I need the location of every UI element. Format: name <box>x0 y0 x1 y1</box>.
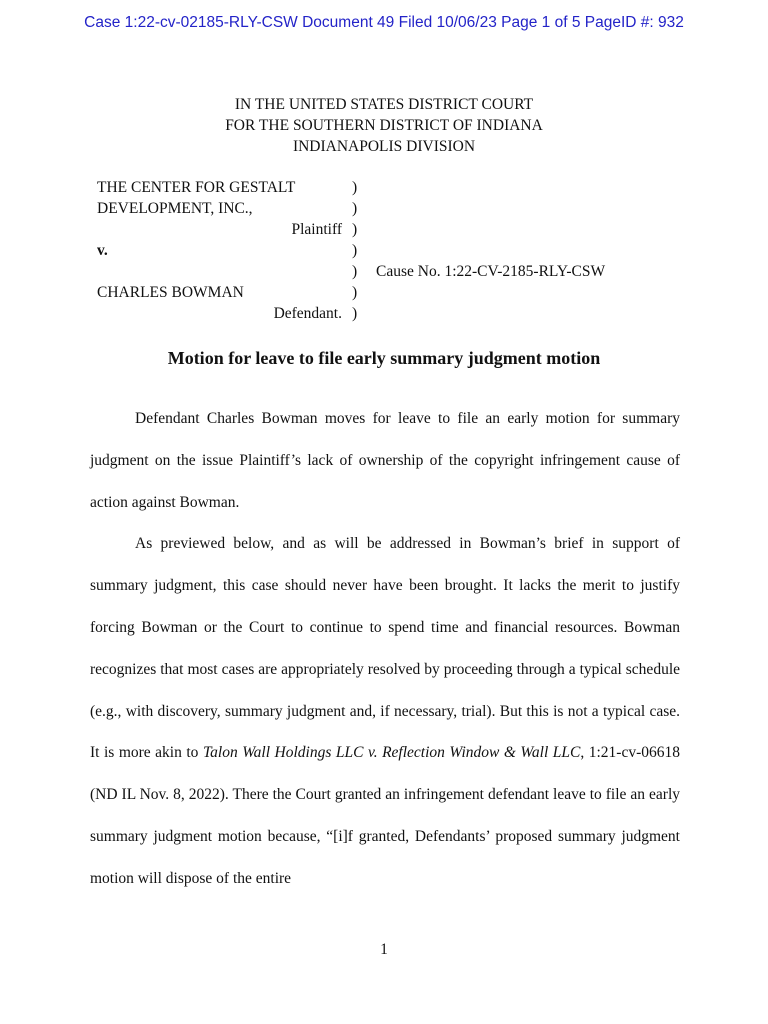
caption-paren: ) <box>352 284 358 301</box>
plaintiff-name-line1: THE CENTER FOR GESTALT <box>97 179 296 196</box>
paragraph-intro: Defendant Charles Bowman moves for leave to file an early motion for summary judgment on the issue Plaintiff’s lack of ownership of the copyright infringement cause of action against Bowman. <box>90 410 680 511</box>
plaintiff-role: Plaintiff <box>291 221 342 238</box>
case-citation-name: Talon Wall Holdings LLC v. Reflection Window & Wall LLC <box>202 744 581 762</box>
page-number: 1 <box>380 941 388 958</box>
paragraph-text: As previewed below, and as will be addressed in Bowman’s brief in support of summary judgment, this case should never have been brought. It lacks the merit to justify forcing Bowman or the Court to continue to spend time and financial resources. Bowman recognizes that most cases are appropriately resolved by proceeding through a typical schedule (e.g., with discovery, summary judgment and, if necessary, trial). But this is not a typical case. It is more akin to <box>90 535 680 762</box>
plaintiff-name-line2: DEVELOPMENT, INC., <box>97 200 253 217</box>
versus-label: v. <box>97 242 108 259</box>
filing-header-stamp: Case 1:22-cv-02185-RLY-CSW Document 49 Filed 10/06/23 Page 1 of 5 PageID #: 932 <box>84 14 684 31</box>
caption-paren: ) <box>352 242 358 259</box>
motion-title: Motion for leave to file early summary judgment motion <box>167 348 601 368</box>
defendant-role: Defendant. <box>273 305 342 322</box>
court-heading <box>0 94 768 157</box>
caption-paren: ) <box>352 200 358 217</box>
cause-number: Cause No. 1:22-CV-2185-RLY-CSW <box>376 263 606 280</box>
caption-paren: ) <box>352 305 358 322</box>
defendant-name: CHARLES BOWMAN <box>97 284 244 301</box>
paragraph-argument <box>90 523 680 899</box>
court-district-line: FOR THE SOUTHERN DISTRICT OF INDIANA <box>225 117 543 134</box>
court-name-line: IN THE UNITED STATES DISTRICT COURT <box>234 96 534 113</box>
caption-paren: ) <box>352 263 358 280</box>
court-division-line: INDIANAPOLIS DIVISION <box>292 138 476 155</box>
paragraph-text: , 1:21-cv-06618 (ND IL Nov. 8, 2022). There the Court granted an infringement defendant leave to file an early summary judgment motion because, “[i]f granted, Defendants’ proposed summary judgment motion will dispose of the entire <box>90 744 681 887</box>
caption-paren: ) <box>352 221 358 238</box>
motion-body <box>90 398 680 900</box>
caption-paren: ) <box>352 179 358 196</box>
